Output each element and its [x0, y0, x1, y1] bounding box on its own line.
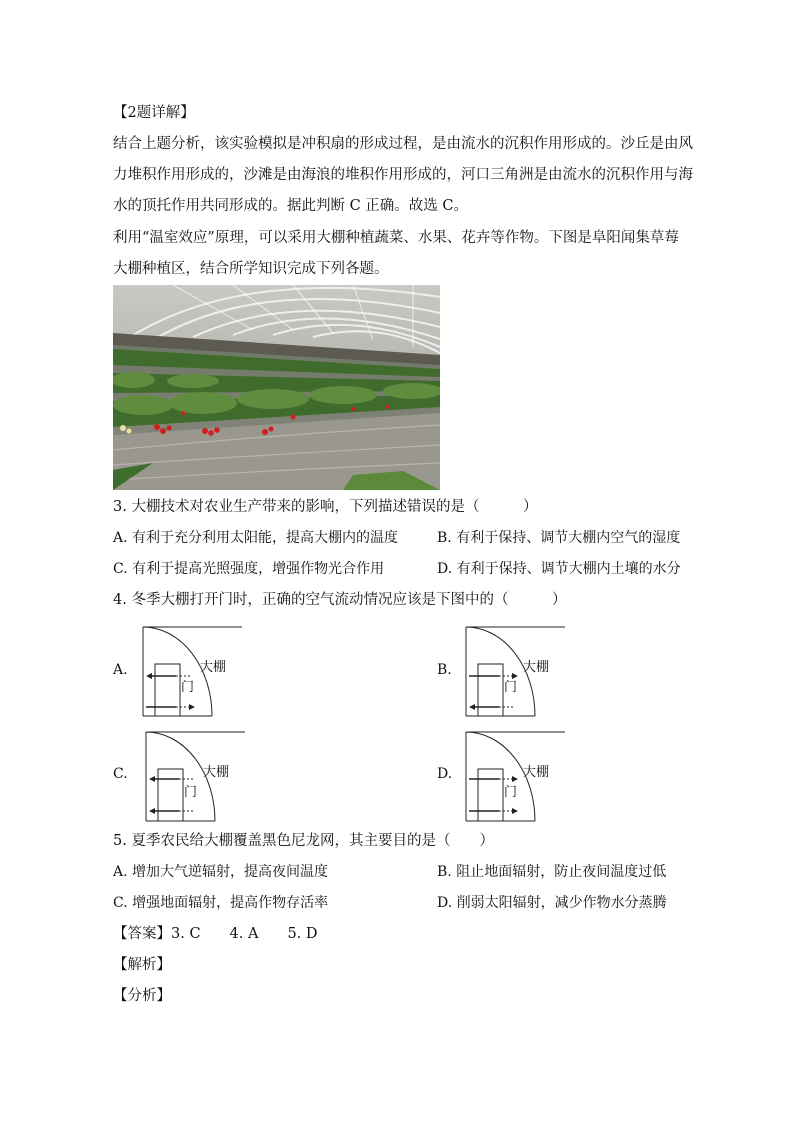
answer-values: 3. C 4. A 5. D — [171, 926, 318, 942]
q5-option-a: A. 增加大气逆辐射，提高夜间温度 — [113, 864, 329, 880]
analysis-subsection-label: 【分析】 — [113, 988, 171, 1004]
q3-option-b: B. 有利于保持、调节大棚内空气的湿度 — [437, 530, 681, 546]
greenhouse-label: 大棚 — [203, 765, 230, 780]
q4-option-a-label: A. — [113, 662, 128, 678]
q4-diagram-b — [463, 624, 573, 718]
paragraph-line: 水的顶托作用共同形成的。据此判断 C 正确。故选 C。 — [113, 198, 469, 214]
greenhouse-label: 大棚 — [200, 660, 227, 675]
paragraph-line: 结合上题分析，该实验模拟是冲积扇的形成过程，是由流水的沉积作用形成的。沙丘是由风 — [113, 136, 693, 152]
q4-option-d-label: D. — [437, 766, 453, 782]
q5-option-b: B. 阻止地面辐射，防止夜间温度过低 — [437, 864, 667, 880]
q4-option-c-label: C. — [113, 766, 128, 782]
section-title: 【2题详解】 — [113, 105, 195, 121]
q3-option-d: D. 有利于保持、调节大棚内土壤的水分 — [437, 561, 681, 577]
greenhouse-label: 大棚 — [523, 660, 550, 675]
door-label: 门 — [504, 785, 518, 800]
q4-diagram-c — [143, 729, 253, 823]
intro-line: 大棚种植区，结合所学知识完成下列各题。 — [113, 261, 389, 277]
paragraph-line: 力堆积作用形成的，沙滩是由海浪的堆积作用形成的，河口三角洲是由流水的沉积作用与海 — [113, 167, 693, 183]
door-label: 门 — [181, 680, 195, 695]
q4-diagram-a — [140, 624, 250, 718]
question-4-stem: 4. 冬季大棚打开门时，正确的空气流动情况应该是下图中的（ ） — [113, 592, 567, 608]
greenhouse-photo — [113, 285, 440, 490]
greenhouse-label: 大棚 — [523, 765, 550, 780]
q3-option-a: A. 有利于充分利用太阳能，提高大棚内的温度 — [113, 530, 399, 546]
intro-line: 利用“温室效应”原理，可以采用大棚种植蔬菜、水果、花卉等作物。下图是阜阳闻集草莓 — [113, 230, 679, 246]
q4-diagram-d — [463, 729, 573, 823]
q3-option-c: C. 有利于提高光照强度，增强作物光合作用 — [113, 561, 385, 577]
q5-option-c: C. 增强地面辐射，提高作物存活率 — [113, 895, 329, 911]
answer-line — [113, 924, 318, 944]
door-label: 门 — [504, 680, 518, 695]
q5-option-d: D. 削弱太阳辐射，减少作物水分蒸腾 — [437, 895, 667, 911]
question-3-stem: 3. 大棚技术对农业生产带来的影响，下列描述错误的是（ ） — [113, 499, 538, 515]
door-label: 门 — [184, 785, 198, 800]
question-5-stem: 5. 夏季农民给大棚覆盖黑色尼龙网，其主要目的是（ ） — [113, 833, 494, 849]
q4-option-b-label: B. — [437, 662, 452, 678]
analysis-label: 【解析】 — [113, 957, 171, 973]
answer-label: 【答案】 — [113, 926, 171, 942]
